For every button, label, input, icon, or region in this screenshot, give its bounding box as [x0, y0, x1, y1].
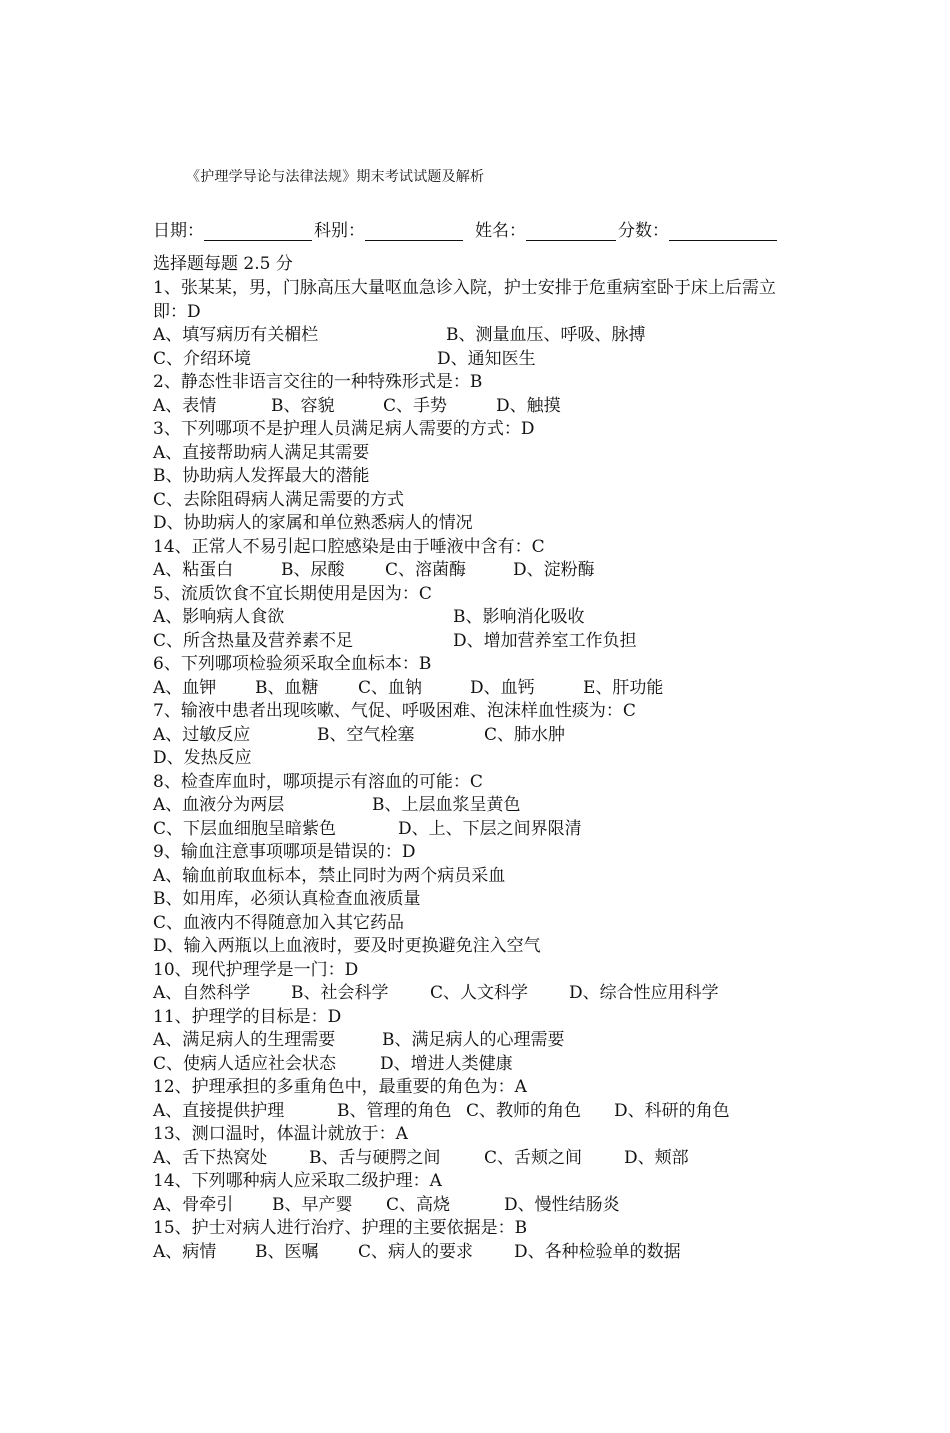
question-line	[153, 841, 833, 865]
line-segment: D、增加营养室工作负担	[453, 630, 637, 651]
question-line	[153, 465, 833, 489]
line-segment: A、输血前取血标本，禁止同时为两个病员采血	[153, 865, 506, 886]
question-line	[153, 1029, 833, 1053]
question-line	[153, 277, 833, 301]
line-segment: B、尿酸	[281, 560, 345, 580]
line-segment: C、下层血细胞呈暗紫色	[153, 818, 337, 839]
line-segment: D、触摸	[496, 395, 561, 416]
line-segment: D、血钙	[470, 677, 535, 698]
question-line	[153, 1217, 833, 1241]
line-segment: D、发热反应	[153, 748, 252, 768]
line-segment: C、所含热量及营养素不足	[153, 630, 354, 651]
line-segment: B、如用库，必须认真检查血液质量	[153, 889, 421, 909]
line-segment: A、粘蛋白	[153, 560, 234, 580]
question-line	[153, 301, 833, 325]
line-segment: B、测量血压、呼吸、脉搏	[446, 325, 646, 345]
line-segment: C、血液内不得随意加入其它药品	[153, 912, 405, 933]
line-segment: 2、静态性非语言交往的一种特殊形式是：B	[153, 372, 483, 392]
line-segment: A、血液分为两层	[153, 795, 285, 815]
question-line	[153, 982, 833, 1006]
question-line	[153, 536, 833, 560]
line-segment: D、增进人类健康	[380, 1053, 513, 1074]
line-segment: 6、下列哪项检验须采取全血标本：B	[153, 654, 432, 674]
line-segment: C、手势	[383, 395, 448, 416]
line-segment: 12、护理承担的多重角色中，最重要的角色为：A	[153, 1077, 527, 1097]
question-line	[153, 442, 833, 466]
question-line	[153, 512, 833, 536]
line-segment: D、输入两瓶以上血液时，要及时更换避免注入空气	[153, 936, 541, 956]
line-segment: 1、张某某，男，门脉高压大量呕血急诊入院，护士安排于危重病室卧于床上后需立	[153, 278, 776, 298]
line-segment: D、协助病人的家属和单位熟悉病人的情况	[153, 513, 473, 533]
line-segment: A、血钾	[153, 677, 217, 698]
line-segment: A、直接帮助病人满足其需要	[153, 442, 370, 463]
line-segment: B、空气栓塞	[317, 724, 415, 745]
line-segment: B、协助病人发挥最大的潜能	[153, 466, 370, 486]
score-label: 分数：	[618, 221, 669, 241]
question-line	[153, 959, 833, 983]
line-segment: D、颊部	[624, 1147, 689, 1168]
line-segment: D、综合性应用科学	[569, 983, 719, 1003]
line-segment: C、肺水肿	[484, 724, 566, 745]
line-segment: 9、输血注意事项哪项是错误的：D	[153, 842, 416, 862]
name-label: 姓名：	[475, 221, 526, 241]
line-segment: D、淀粉酶	[513, 560, 595, 580]
question-line	[153, 653, 833, 677]
line-segment: B、上层血浆呈黄色	[372, 795, 521, 815]
line-segment: A、自然科学	[153, 983, 251, 1003]
question-line	[153, 489, 833, 513]
line-segment: B、影响消化吸收	[453, 607, 585, 627]
line-segment: 3、下列哪项不是护理人员满足病人需要的方式：D	[153, 419, 535, 439]
line-segment: A、舌下热窝处	[153, 1147, 268, 1168]
line-segment: A、填写病历有关楣栏	[153, 325, 319, 345]
name-blank	[526, 222, 616, 241]
subject-blank	[365, 222, 463, 241]
question-line	[153, 747, 833, 771]
line-segment: A、直接提供护理	[153, 1100, 285, 1121]
score-blank	[669, 222, 777, 241]
question-line	[153, 1194, 833, 1218]
line-segment: B、医嘱	[255, 1241, 319, 1262]
question-line	[153, 395, 833, 419]
question-line	[153, 794, 833, 818]
line-segment: C、教师的角色	[466, 1100, 582, 1121]
line-segment: C、血钠	[358, 677, 423, 698]
question-line	[153, 559, 833, 583]
line-segment: B、血糖	[255, 677, 319, 698]
line-segment: B、容貌	[271, 395, 335, 416]
question-line	[153, 700, 833, 724]
question-line	[153, 606, 833, 630]
line-segment: 即：D	[153, 301, 201, 322]
question-list	[153, 277, 833, 1264]
subject-label: 科别：	[314, 221, 365, 241]
line-segment: C、溶菌酶	[385, 560, 467, 580]
line-segment: C、介绍环境	[153, 348, 252, 369]
line-segment: B、社会科学	[291, 983, 389, 1003]
line-segment: A、过敏反应	[153, 724, 251, 745]
line-segment: D、通知医生	[437, 348, 536, 369]
question-line	[153, 935, 833, 959]
question-line	[153, 418, 833, 442]
line-segment: 14、正常人不易引起口腔感染是由于唾液中含有：C	[153, 536, 545, 557]
question-line	[153, 348, 833, 372]
line-segment: C、高烧	[386, 1194, 451, 1215]
info-line	[153, 216, 779, 241]
line-segment: B、舌与硬腭之间	[309, 1147, 441, 1168]
question-line	[153, 1147, 833, 1171]
date-label: 日期：	[153, 221, 204, 241]
document-title: 《护理学导论与法律法规》期末考试试题及解析	[186, 169, 485, 185]
line-segment: B、满足病人的心理需要	[382, 1030, 565, 1050]
question-line	[153, 1170, 833, 1194]
line-segment: 14、下列哪种病人应采取二级护理：A	[153, 1171, 442, 1191]
line-segment: 5、流质饮食不宜长期使用是因为：C	[153, 583, 432, 604]
line-segment: A、表情	[153, 395, 217, 416]
line-segment: 15、护士对病人进行治疗、护理的主要依据是：B	[153, 1218, 528, 1238]
question-line	[153, 1006, 833, 1030]
question-line	[153, 888, 833, 912]
question-line	[153, 677, 833, 701]
question-line	[153, 1241, 833, 1265]
line-segment: C、病人的要求	[358, 1241, 474, 1262]
score-note: 选择题每题 2.5 分	[153, 254, 293, 274]
question-line	[153, 1100, 833, 1124]
line-segment: 7、输液中患者出现咳嗽、气促、呼吸困难、泡沫样血性痰为：C	[153, 701, 636, 721]
line-segment: 13、测口温时，体温计就放于：A	[153, 1124, 408, 1144]
line-segment: C、去除阻碍病人满足需要的方式	[153, 489, 405, 510]
question-line	[153, 724, 833, 748]
line-segment: D、科研的角色	[614, 1100, 730, 1121]
question-line	[153, 1123, 833, 1147]
question-line	[153, 1053, 833, 1077]
question-line	[153, 630, 833, 654]
question-line	[153, 324, 833, 348]
question-line	[153, 912, 833, 936]
question-line	[153, 583, 833, 607]
line-segment: E、肝功能	[583, 677, 664, 698]
line-segment: A、病情	[153, 1241, 217, 1262]
question-line	[153, 771, 833, 795]
date-blank	[204, 222, 312, 241]
question-line	[153, 865, 833, 889]
line-segment: B、管理的角色	[337, 1100, 452, 1121]
line-segment: A、骨牵引	[153, 1194, 234, 1215]
line-segment: C、使病人适应社会状态	[153, 1053, 337, 1074]
line-segment: 10、现代护理学是一门：D	[153, 959, 359, 980]
line-segment: B、早产婴	[272, 1194, 353, 1215]
question-line	[153, 1076, 833, 1100]
line-segment: D、慢性结肠炎	[504, 1194, 620, 1215]
line-segment: 8、检查库血时，哪项提示有溶血的可能：C	[153, 771, 483, 792]
line-segment: D、上、下层之间界限清	[398, 818, 582, 839]
line-segment: A、影响病人食欲	[153, 607, 285, 627]
question-line	[153, 371, 833, 395]
line-segment: D、各种检验单的数据	[514, 1241, 681, 1262]
question-line	[153, 818, 833, 842]
line-segment: C、人文科学	[430, 983, 529, 1003]
line-segment: C、舌颊之间	[484, 1147, 583, 1168]
line-segment: 11、护理学的目标是：D	[153, 1006, 342, 1027]
line-segment: A、满足病人的生理需要	[153, 1030, 336, 1050]
